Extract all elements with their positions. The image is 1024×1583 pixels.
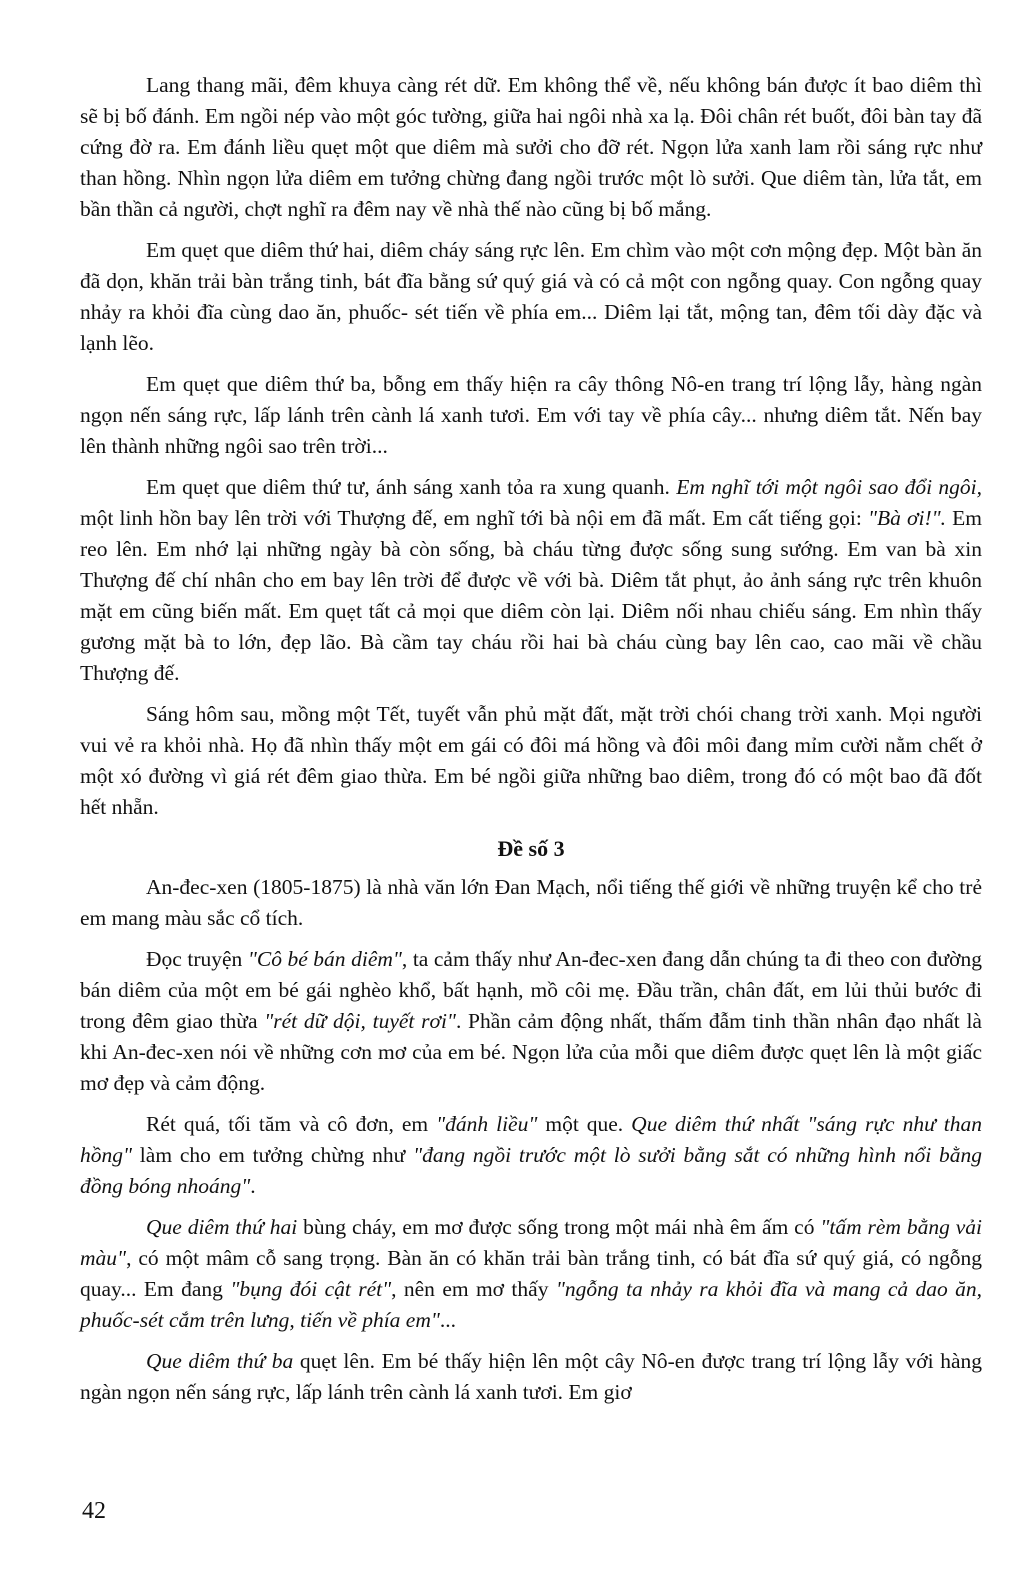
italic-run: "bụng đói cật rét" <box>230 1277 392 1301</box>
text-run: ... <box>439 1308 457 1332</box>
italic-run: Que diêm thứ nhất "sáng rực như than hồng" <box>80 1112 982 1167</box>
section-heading: Đề số 3 <box>497 836 565 861</box>
italic-run: Que diêm thứ hai <box>146 1215 298 1239</box>
italic-run: "ngỗng ta nhảy ra khỏi đĩa và mang cả dao ăn, phuốc-sét cắm trên lưng, tiến về phía em" <box>80 1277 983 1332</box>
paragraph: Lang thang mãi, đêm khuya càng rét dữ. Em không thể về, nếu không bán được ít bao diêm thì sẽ bị bố đánh. Em ngồi nép vào một góc tường, giữa hai ngôi nhà xa lạ. Đôi chân rét buốt, đôi bàn tay đã cứng đờ ra. Em đánh liều quẹt một que diêm mà sưởi cho đỡ rét. Ngọn lửa xanh lam rồi sáng rực như than hồng. Nhìn ngọn lửa diêm em tưởng chừng đang ngồi trước một lò sưởi. Que diêm tàn, lửa tắt, em bần thần cả người, chợt nghĩ ra đêm nay về nhà thế nào cũng bị bố mắng. <box>80 73 982 221</box>
text-run: làm cho em tưởng chừng như <box>132 1143 414 1167</box>
paragraph: An-đec-xen (1805-1875) là nhà văn lớn Đan Mạch, nổi tiếng thế giới về những truyện kể cho trẻ em mang màu sắc cổ tích. <box>80 875 982 930</box>
paragraph <box>80 1212 982 1336</box>
italic-run: Que diêm thứ ba <box>146 1349 294 1373</box>
italic-run: "tấm rèm bằng vải màu" <box>80 1215 982 1270</box>
italic-run: "đang ngồi trước một lò sưởi bằng sắt có những hình nổi bằng đồng bóng nhoáng" <box>80 1143 982 1198</box>
text-run: bùng cháy, em mơ được sống trong một mái nhà êm ấm có <box>297 1215 821 1239</box>
text-run: Rét quá, tối tăm và cô đơn, em <box>146 1112 437 1136</box>
text-run: , có một mâm cỗ sang trọng. Bàn ăn có khăn trải bàn trắng tinh, có bát đĩa sứ quý giá, có ngỗng quay... Em đang <box>80 1246 982 1301</box>
italic-run: "đánh liều" <box>436 1112 538 1136</box>
text-run: một linh hồn bay lên trời với Thượng đế, em nghĩ tới bà nội em đã mất. Em cất tiếng gọi: <box>80 506 868 530</box>
italic-run: "rét dữ dội, tuyết rơi" <box>264 1009 456 1033</box>
paragraph <box>80 1346 982 1408</box>
text-run: , nên em mơ thấy <box>391 1277 556 1301</box>
text-run: quẹt lên. Em bé thấy hiện lên một cây Nô-en được trang trí lộng lẫy với hàng ngàn ngọn nến sáng rực, lấp lánh trên cành lá xanh tươi. Em giơ <box>80 1349 982 1404</box>
paragraph <box>80 472 982 689</box>
page-body <box>80 70 982 1418</box>
page-number: 42 <box>82 1498 106 1524</box>
text-run: Đọc truyện <box>146 947 248 971</box>
paragraph: Em quẹt que diêm thứ ba, bỗng em thấy hiện ra cây thông Nô-en trang trí lộng lẫy, hàng ngàn ngọn nến sáng rực, lấp lánh trên cành lá xanh tươi. Em với tay về phía cây... nhưng diêm tắt. Nến bay lên thành những ngôi sao trên trời... <box>80 372 982 458</box>
text-run: . Phần cảm động nhất, thấm đẫm tinh thần nhân đạo nhất là khi An-đec-xen nói về những cơn mơ của em bé. Ngọn lửa của mỗi que diêm được quẹt lên là một giấc mơ đẹp và cảm động. <box>80 1009 982 1095</box>
text-run: một que. <box>537 1112 632 1136</box>
italic-run: Em nghĩ tới một ngôi sao đổi ngôi, <box>676 475 983 499</box>
paragraph: Em quẹt que diêm thứ hai, diêm cháy sáng rực lên. Em chìm vào một cơn mộng đẹp. Một bàn ăn đã dọn, khăn trải bàn trắng tinh, bát đĩa bằng sứ quý giá và có cả một con ngỗng quay. Con ngỗng quay nhảy ra khỏi đĩa cùng dao ăn, phuốc- sét tiến về phía em... Diêm lại tắt, mộng tan, đêm tối dày đặc và lạnh lẽo. <box>80 238 982 355</box>
italic-run: "Bà ơi!". <box>868 506 947 530</box>
paragraph <box>80 944 982 1099</box>
paragraph: Sáng hôm sau, mồng một Tết, tuyết vẫn phủ mặt đất, mặt trời chói chang trời xanh. Mọi người vui vẻ ra khỏi nhà. Họ đã nhìn thấy một em gái có đôi má hồng và đôi môi đang mỉm cười nằm chết ở một xó đường vì giá rét đêm giao thừa. Em bé ngồi giữa những bao diêm, trong đó có một bao đã đốt hết nhẵn. <box>80 702 982 819</box>
paragraph <box>80 1109 982 1202</box>
text-run: Em reo lên. Em nhớ lại những ngày bà còn sống, bà cháu từng được sống sung sướng. Em van bà xin Thượng đế chí nhân cho em bay lên trời để được về với bà. Diêm tắt phụt, ảo ảnh sáng rực trên khuôn mặt em cũng biến mất. Em quẹt tất cả mọi que diêm còn lại. Diêm nối nhau chiếu sáng. Em nhìn thấy gương mặt bà to lớn, đẹp lão. Bà cầm tay cháu rồi hai bà cháu cùng bay lên cao, cao mãi về chầu Thượng đế. <box>80 506 982 685</box>
text-run: . <box>250 1174 256 1198</box>
italic-run: "Cô bé bán diêm" <box>247 947 402 971</box>
text-run: , ta cảm thấy như An-đec-xen đang dẫn chúng ta đi theo con đường bán diêm của một em bé gái nghèo khổ, bất hạnh, mồ côi mẹ. Đầu trần, chân đất, em lủi thủi bước đi trong đêm giao thừa <box>80 947 983 1033</box>
text-run: Em quẹt que diêm thứ tư, ánh sáng xanh tỏa ra xung quanh. <box>146 475 677 499</box>
